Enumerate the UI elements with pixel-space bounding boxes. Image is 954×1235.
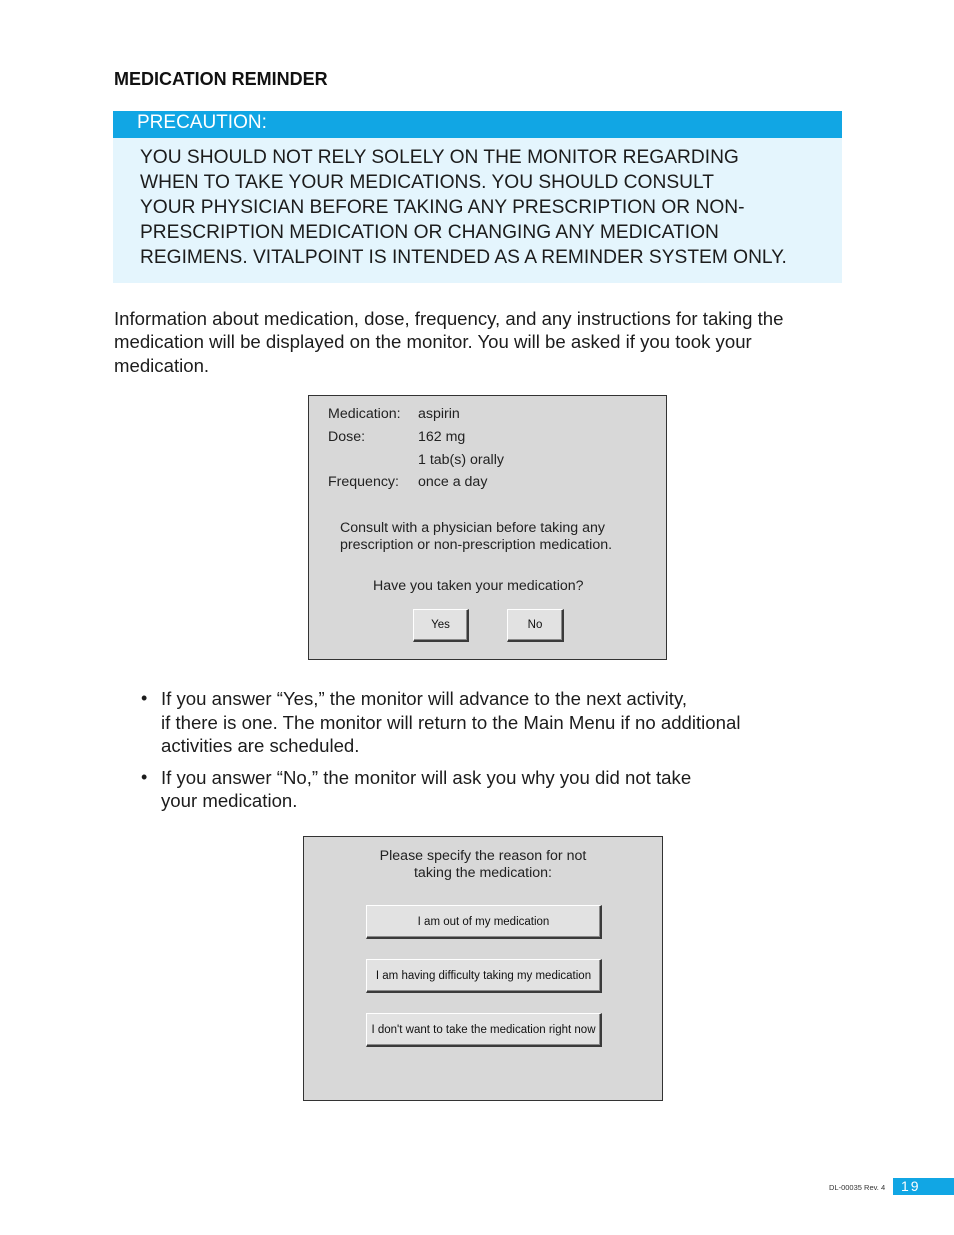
- bullet-line: activities are scheduled.: [161, 735, 360, 756]
- precaution-line: WHEN TO TAKE YOUR MEDICATIONS. YOU SHOULD CONSULT: [140, 172, 714, 193]
- precaution-line: REGIMENS. VITALPOINT IS INTENDED AS A REMINDER SYSTEM ONLY.: [140, 247, 787, 268]
- dose-value: 162 mg: [418, 429, 466, 445]
- yes-button[interactable]: Yes: [413, 609, 469, 642]
- bullet-dot: •: [141, 688, 148, 708]
- frequency-value: once a day: [418, 474, 488, 490]
- precaution-line: PRESCRIPTION MEDICATION OR CHANGING ANY MEDICATION: [140, 222, 719, 243]
- medication-label: Medication:: [328, 406, 401, 422]
- intro-line: medication.: [114, 355, 210, 376]
- precaution-label: PRECAUTION:: [137, 112, 267, 133]
- bullet-dot: •: [141, 767, 148, 787]
- bullet-line: If you answer “No,” the monitor will ask you why you did not take: [161, 767, 692, 788]
- consult-line: prescription or non-prescription medication.: [340, 537, 613, 553]
- reason-difficulty-button[interactable]: I am having difficulty taking my medication: [366, 959, 602, 993]
- precaution-header: [113, 111, 842, 138]
- medication-reminder-screen: [308, 395, 667, 660]
- no-button[interactable]: No: [507, 609, 564, 642]
- precaution-line: YOU SHOULD NOT RELY SOLELY ON THE MONITOR REGARDING: [140, 147, 739, 168]
- dose-label: Dose:: [328, 429, 366, 445]
- taken-question: Have you taken your medication?: [373, 578, 584, 594]
- precaution-line: YOUR PHYSICIAN BEFORE TAKING ANY PRESCRIPTION OR NON-: [140, 197, 745, 218]
- bullet-line: If you answer “Yes,” the monitor will advance to the next activity,: [161, 688, 688, 709]
- frequency-label: Frequency:: [328, 474, 399, 490]
- document-code: DL-00035 Rev. 4: [829, 1183, 886, 1192]
- bullet-line: your medication.: [161, 790, 298, 811]
- page-number-badge: [893, 1178, 954, 1195]
- bullet-line: if there is one. The monitor will return to the Main Menu if no additional: [161, 712, 741, 733]
- reason-prompt-line: Please specify the reason for not: [379, 848, 587, 864]
- reason-out-of-medication-button[interactable]: I am out of my medication: [366, 905, 602, 939]
- reason-selection-screen: [303, 836, 663, 1101]
- page-number: 19: [901, 1178, 921, 1194]
- precaution-body: [113, 138, 842, 283]
- consult-line: Consult with a physician before taking any: [340, 520, 605, 536]
- dose-instruction: 1 tab(s) orally: [418, 452, 504, 468]
- section-title: MEDICATION REMINDER: [114, 69, 328, 89]
- reason-dont-want-button[interactable]: I don't want to take the medication right now: [366, 1013, 602, 1047]
- reason-prompt-line: taking the medication:: [413, 865, 553, 881]
- intro-line: medication will be displayed on the monitor. You will be asked if you took your: [114, 331, 752, 352]
- intro-line: Information about medication, dose, frequency, and any instructions for taking the: [114, 308, 784, 329]
- medication-value: aspirin: [418, 406, 460, 422]
